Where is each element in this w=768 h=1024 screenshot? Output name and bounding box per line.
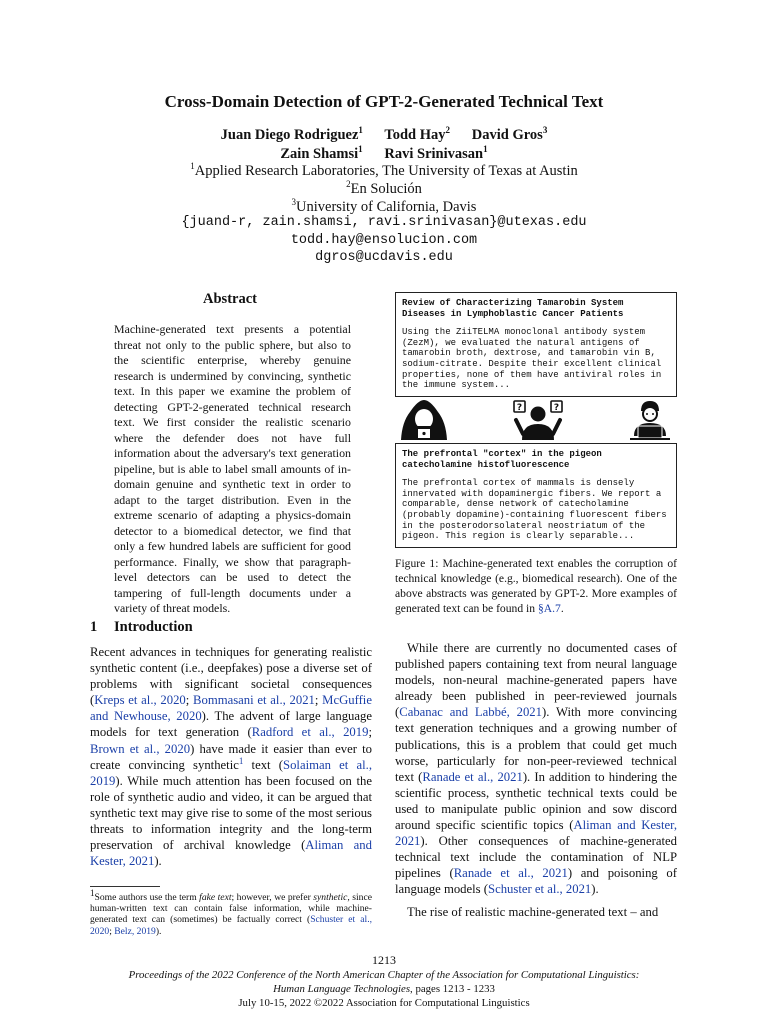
citation-link[interactable]: Ranade et al., 2021 [453, 866, 568, 881]
confused-person-icon [514, 401, 562, 440]
page-number: 1213 [372, 953, 396, 967]
figure-box-text: The prefrontal cortex of mammals is densely innervated with dopaminergic fibers. We report a comparable, dense network of catecholamine (probably dopamine)-containing fluorescent fibers in the posterodorsolateral neostriatum of the pigeon. This region is clearly separable... [402, 478, 667, 542]
footnote-rule [90, 886, 160, 887]
affiliation [0, 163, 768, 180]
text-run: ). [155, 925, 162, 937]
section-title: Introduction [114, 619, 193, 635]
section-heading [90, 619, 193, 636]
affiliation-text: University of California, Davis [296, 199, 477, 215]
text-run: ; however, we prefer [231, 892, 314, 903]
citation-link[interactable]: McGuffie and Newhouse, 2020 [90, 693, 372, 724]
email-line[interactable]: dgros@ucdavis.edu [315, 250, 453, 265]
author-name: David Gros [471, 127, 543, 143]
caption-end: . [560, 602, 564, 615]
question-mark: ? [516, 403, 523, 413]
citation-link[interactable]: Aliman and Kester, 2021 [90, 838, 372, 869]
text-run: While there are currently no documented cases of published papers containing text from neural language models, non-neural machine-generated papers have already been published in peer-reviewed journals ( [395, 641, 677, 720]
text-run: ). Other consequences of machine-generated technical text include the contamination of NLP pipelines ( [395, 834, 677, 881]
citation-link[interactable]: Cabanac and Labbé, 2021 [399, 705, 542, 720]
body-paragraph: The rise of realistic machine-generated text – and [407, 904, 659, 919]
proceedings-line [0, 983, 768, 995]
text-run: ). With more convincing text generation techniques and a growing number of publications, this is a problem that could get much worse, particularly for non-peer-reviewed technical text ( [395, 705, 677, 784]
figure-caption [395, 556, 677, 616]
author-name: Juan Diego Rodriguez [220, 127, 359, 143]
question-mark: ? [553, 403, 560, 413]
author-name: Ravi Srinivasan [384, 146, 484, 162]
text-run: , pages 1213 - 1233 [410, 983, 495, 995]
section-number: 1 [90, 619, 98, 635]
text-run: synthetic [313, 892, 348, 903]
text-run: ) have made it easier than ever to create convincing synthetic [90, 741, 373, 772]
text-run: ). While much attention has been focused on the role of synthetic audio and video, it can be argued that synthetic text may give rise to some of the most serious threats to information integrity and the long-term preservation of archival knowledge ( [90, 773, 372, 853]
citation-link[interactable]: Schuster et al., 2020 [90, 914, 372, 937]
author-line-1 [0, 127, 768, 144]
affiliation-mark: 2 [346, 179, 351, 190]
affiliation [0, 181, 768, 198]
citation-link[interactable]: Kreps et al., 2020 [94, 693, 186, 708]
text-run: text ( [243, 757, 284, 772]
figure-box-text: Using the ZiiTELMA monoclonal antibody system (ZezM), we evaluated the natural antigens of tamarobin broth, dextrose, and tamarobin vin B, sodium-citrate. Despite their excellent clinical properties, none of them have antiviral roles in the immune system... [402, 327, 662, 391]
affiliation-text: En Solución [350, 181, 422, 197]
appendix-link[interactable]: §A.7 [537, 602, 561, 615]
affiliation [0, 199, 768, 216]
author-name: Todd Hay [384, 127, 446, 143]
author-line-2 [0, 146, 768, 163]
affiliation-mark: 1 [190, 161, 195, 172]
citation-link[interactable]: Ranade et al., 2021 [422, 769, 523, 784]
intro-paragraph [90, 644, 372, 869]
figure-abstract-box-1 [395, 292, 677, 397]
citation-link[interactable]: Schuster et al., 2021 [488, 882, 592, 897]
citation-link[interactable]: Aliman and Kester, 2021 [395, 818, 677, 849]
caption-text: Figure 1: Machine-generated text enables the corruption of technical knowledge (e.g., biomedical research). One of the above abstracts was generated by GPT-2. More examples of generated text can be found in [395, 557, 677, 615]
citation-link[interactable]: Radford et al., 2019 [251, 725, 369, 740]
figure-icons [398, 398, 678, 440]
citation-link[interactable]: Solaiman et al., 2019 [90, 757, 372, 788]
citation-link[interactable]: Belz, 2019 [114, 925, 156, 937]
affiliation-mark: 1 [358, 125, 363, 136]
affiliation-mark: 3 [291, 197, 297, 208]
abstract-paragraph: Machine-generated text presents a potential threat not only to the public sphere, but also to the scientific enterprise, whereby genuine research is undermined by convincing, synthetic text. In this paper we examine the problem of detecting GPT-2-generated technical research text. We first consider the realistic scenario where the defender does not have full information about the adversary's text generation pipeline, but is able to label small amounts of in-domain genuine and synthetic text in order to adapt to the target distribution. Even in the extreme scenario of adapting a physics-domain detector to a biomedical detector, we find that only a few hundred labels are sufficient for good performance. Finally, we show that paragraph-level detectors can be used to detect the tampering of full-length documents under a variety of threat models. [114, 322, 351, 615]
intro-text [90, 644, 372, 869]
footnote-number: 1 [90, 887, 95, 898]
hacker-icon [401, 400, 447, 440]
footnote-marker[interactable]: 1 [238, 755, 244, 766]
abstract-heading: Abstract [203, 291, 257, 307]
right-column-text [395, 640, 677, 920]
text-run: fake text [199, 892, 232, 903]
citation-link[interactable]: Brown et al., 2020 [90, 741, 191, 756]
proceedings-line: July 10-15, 2022 ©2022 Association for Computational Linguistics [238, 997, 530, 1009]
text-run: Human Language Technologies [273, 983, 411, 995]
email-line[interactable]: {juand-r, zain.shamsi, ravi.srinivasan}@utexas.edu [181, 215, 587, 230]
email-line[interactable]: todd.hay@ensolucion.com [290, 233, 478, 248]
affiliation-mark: 3 [542, 125, 548, 136]
affiliation-mark: 1 [358, 144, 363, 155]
text-run: Recent advances in techniques for generating realistic synthetic content (i.e., deepfakes) pose a diverse set of problems with significant societal consequences ( [90, 645, 372, 708]
scientist-laptop-icon [630, 401, 670, 440]
text-run: ) and poisoning of language models ( [395, 866, 677, 897]
text-run: ). [591, 882, 599, 897]
affiliation-mark: 2 [445, 125, 451, 136]
text-run: ; [314, 693, 323, 708]
author-name: Zain Shamsi [280, 146, 359, 162]
figure-box-title: Review of Characterizing Tamarobin System Diseases in Lymphoblastic Cancer Patients [402, 298, 624, 319]
text-run: ; [368, 725, 372, 740]
proceedings-line: Proceedings of the 2022 Conference of the North American Chapter of the Association for Computational Linguistics: [128, 969, 640, 981]
body-paragraph [395, 640, 677, 898]
citation-link[interactable]: Bommasani et al., 2021 [193, 693, 315, 708]
paper-title: Cross-Domain Detection of GPT-2-Generated Technical Text [164, 92, 604, 111]
text-run: Some authors use the term [94, 892, 200, 903]
text-run: ). [154, 854, 162, 869]
abstract-text [114, 322, 351, 617]
footnote [90, 887, 372, 937]
figure-box-title: The prefrontal "cortex" in the pigeon catecholamine histofluorescence [402, 449, 602, 470]
affiliation-text: Applied Research Laboratories, The University of Texas at Austin [194, 163, 578, 179]
affiliation-mark: 1 [483, 144, 488, 155]
figure-abstract-box-2 [395, 443, 677, 548]
text-run: ; [185, 693, 194, 708]
text-run: ; [109, 925, 115, 937]
text-run: ). In addition to hindering the scientific process, synthetic technical texts could be used to manipulate public opinion and sow discord around specific scientific topics ( [395, 769, 677, 833]
text-run: , since human-written text can contain false information, while machine-generated text can (sometimes) be factually correct ( [90, 892, 372, 926]
text-run: ). The advent of large language models for text generation ( [90, 709, 372, 740]
